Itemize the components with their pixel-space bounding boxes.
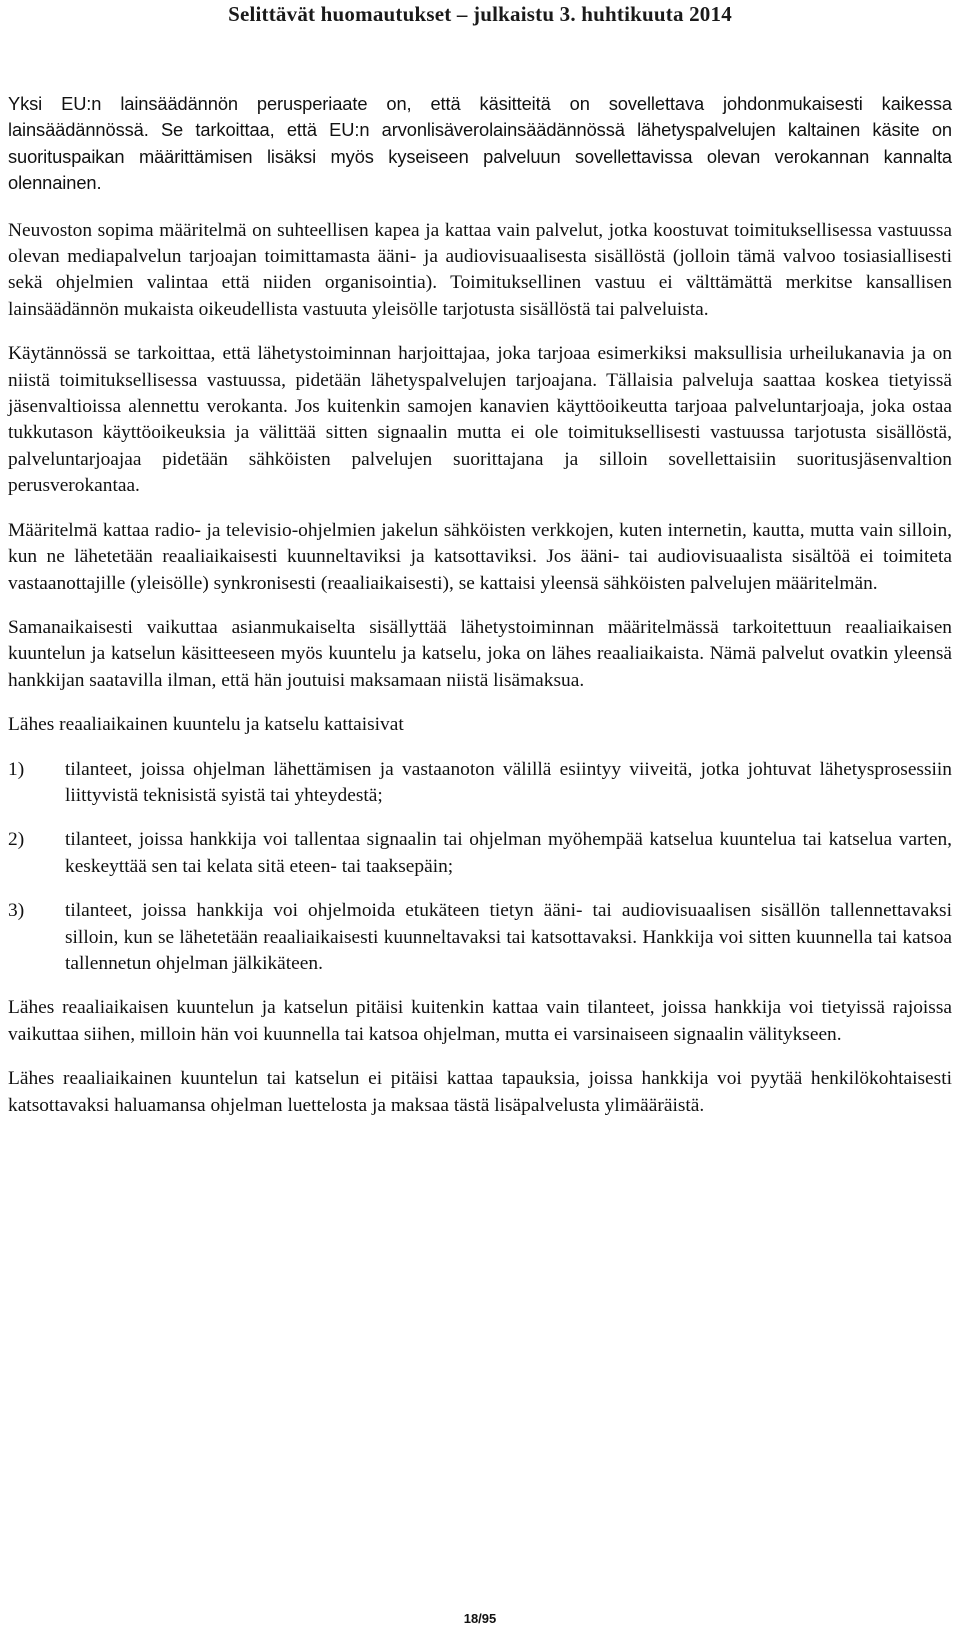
paragraph-definition-scope: Määritelmä kattaa radio- ja televisio-ohjelmien jakelun sähköisten verkkojen, kuten internetin, kautta, mutta vain silloin, kun ne lähetetään reaaliaikaisesti kuunneltaviksi ja katsottaviksi. Jos ääni- tai audiovisuaalista sisältöä ei toimiteta vastaanottajille (yleisölle) synkronisesti (reaaliaikaisesti), se kattaisi yleensä sähköisten palvelujen määritelmän. xyxy=(8,519,952,594)
paragraph-council-definition: Neuvoston sopima määritelmä on suhteellisen kapea ja kattaa vain palvelut, jotka koostuvat toimituksellisessa vastuussa olevan mediapalvelun tarjoajan toimittamasta ääni- ja audiovisuaalisesta sisällöstä (jolloin tämä valvoo tosiasiallisesti sekä ohjelmien valintaa että niiden organisointia). Toimituksellinen vastuu ei välttämättä merkitse kansallisen lainsäädännön mukaista oikeudellista vastuuta yleisölle tarjotusta sisällöstä tai palveluista. xyxy=(8,219,952,320)
list-item xyxy=(8,898,952,977)
paragraph-near-realtime-scope: Lähes reaaliaikaisen kuuntelun ja katselun pitäisi kuitenkin kattaa vain tilanteet, joissa hankkija voi tietyissä rajoissa vaikuttaa siihen, milloin hän voi kuunnella tai katsoa ohjelman, mutta ei varsinaiseen signaalin välitykseen. xyxy=(8,997,952,1045)
list-item-text: tilanteet, joissa ohjelman lähettämisen ja vastaanoton välillä esiintyy viiveitä, jotka johtuvat lähetysprosessiin liittyvistä teknisistä syistä tai yhteydestä; xyxy=(65,758,952,806)
list-item xyxy=(8,757,952,810)
page-number: 18/95 xyxy=(463,1611,497,1626)
paragraph-practice: Käytännössä se tarkoittaa, että lähetystoiminnan harjoittajaa, joka tarjoaa esimerkiksi maksullisia urheilukanavia ja on niistä toimituksellisessa vastuussa, pidetään lähetyspalvelujen tarjoajana. Tällaisia palveluja saattaa koskea tietyissä jäsenvaltioissa alennettu verokanta. Jos kuitenkin samojen kanavien käyttöoikeutta tarjoaa palveluntarjoaja, joka ostaa tukkutason käyttöoikeuksia ja välittää sitten signaalin mutta ei ole toimituksellisesti vastuussa tarjotusta sisällöstä, palveluntarjoajaa pidetään sähköisten palvelujen suorittajana ja silloin sovellettaisiin suoritusjäsenvaltion perusverokantaa. xyxy=(8,343,952,497)
list-item-number: 3) xyxy=(8,900,25,922)
paragraph-principle: Yksi EU:n lainsäädännön perusperiaate on, että käsitteitä on sovellettava johdonmukaisesti kaikessa lainsäädännössä. Se tarkoittaa, että EU:n arvonlisäverolainsäädännössä lähetyspalvelujen kaltainen käsite on suorituspaikan määrittämisen lisäksi myös kyseiseen palveluun sovellettavissa olevan verokannan kannalta olennainen. xyxy=(8,93,952,194)
paragraph-simultaneous: Samanaikaisesti vaikuttaa asianmukaiselta sisällyttää lähetystoiminnan määritelmässä tarkoitettuun reaaliaikaisen kuuntelun ja katselun käsitteeseen myös kuuntelu ja katselu, joka on lähes reaaliaikaista. Nämä palvelut ovatkin yleensä hankkijan saatavilla ilman, että hän joutuisi maksamaan niistä lisämaksua. xyxy=(8,616,952,691)
numbered-list xyxy=(8,757,952,978)
list-item-number: 2) xyxy=(8,829,25,851)
list-item-text: tilanteet, joissa hankkija voi tallentaa signaalin tai ohjelman myöhempää katselua kuuntelua tai katselua varten, keskeyttää sen tai kelata sitä eteen- tai taaksepäin; xyxy=(65,829,952,877)
list-item xyxy=(8,827,952,880)
document-body xyxy=(8,91,952,1137)
list-item-text: tilanteet, joissa hankkija voi ohjelmoida etukäteen tietyn ääni- tai audiovisuaalisen sisällön tallennettavaksi silloin, kun se lähetetään reaaliaikaisesti kuunneltavaksi tai katsottavaksi. Hankkija voi sitten kuunnella tai katsoa tallennetun ohjelman jälkikäteen. xyxy=(65,900,952,974)
paragraph-list-intro: Lähes reaaliaikainen kuuntelu ja katselu kattaisivat xyxy=(8,714,404,736)
list-item-number: 1) xyxy=(8,758,25,780)
page-header-title: Selittävät huomautukset – julkaistu 3. huhtikuuta 2014 xyxy=(228,2,732,26)
paragraph-near-realtime-exclusion: Lähes reaaliaikainen kuuntelun tai katselun ei pitäisi kattaa tapauksia, joissa hankkija voi pyytää henkilökohtaisesti katsottavaksi haluamansa ohjelman luettelosta ja maksaa tästä lisäpalvelusta ylimääräistä. xyxy=(8,1068,952,1116)
